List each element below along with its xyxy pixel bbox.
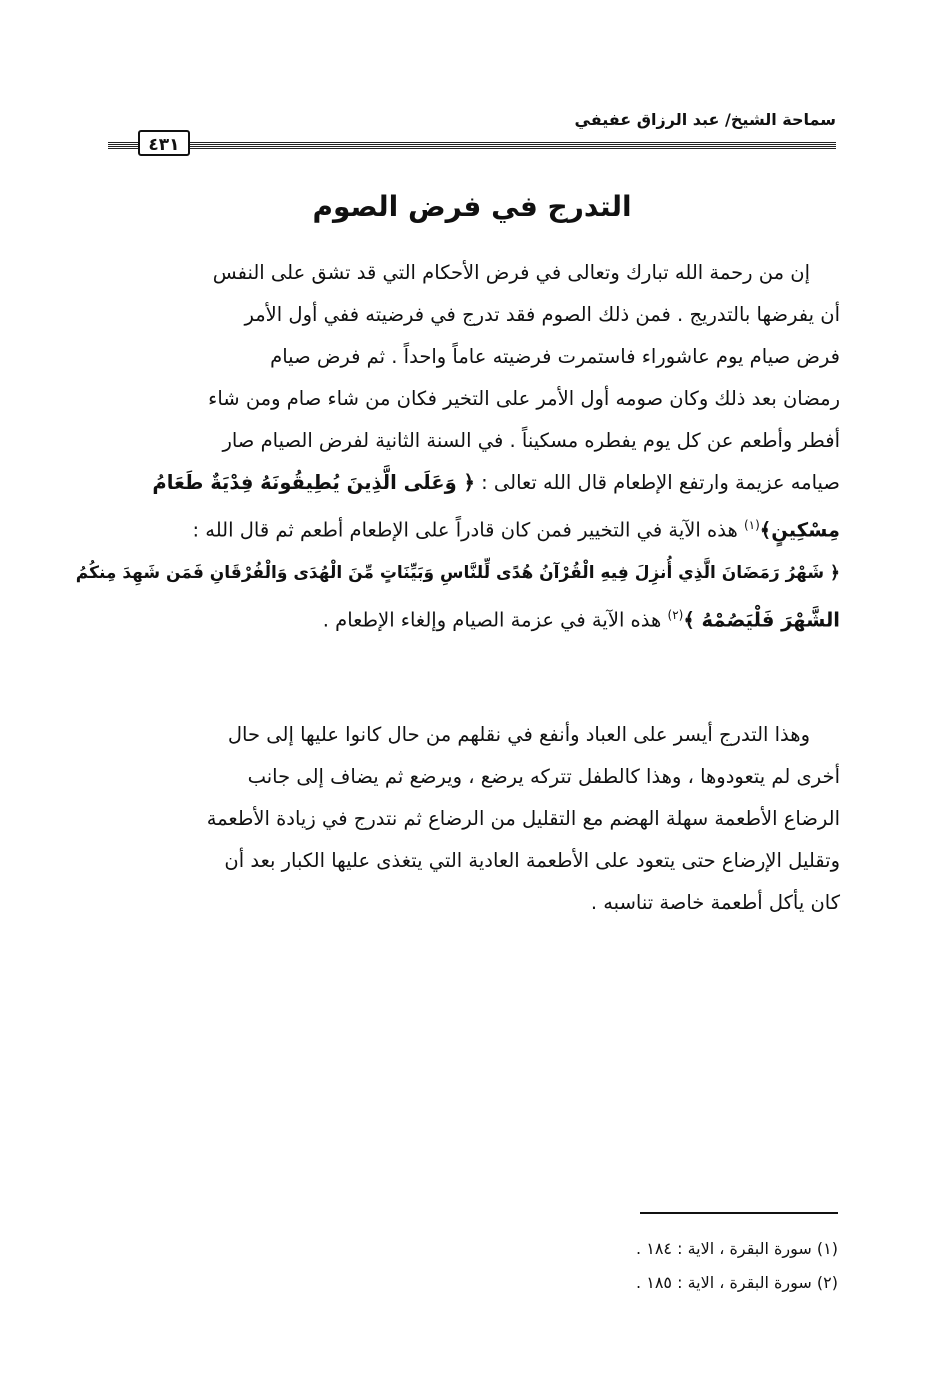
chapter-title: التدرج في فرض الصوم <box>312 190 632 223</box>
footnote-marker: (١) <box>743 518 760 532</box>
paragraph-line: إن من رحمة الله تبارك وتعالى في فرض الأحكام التي قد تشق على النفس <box>212 261 810 284</box>
paragraph-line: رمضان بعد ذلك وكان صومه أول الأمر على التخير فكان من شاء صام ومن شاء <box>208 387 840 410</box>
paragraph-text: هذه الآية في التخيير فمن كان قادراً على الإطعام أطعم ثم قال الله : <box>192 518 738 542</box>
footnote-divider <box>640 1212 838 1214</box>
paragraph-line <box>108 594 840 642</box>
page-number: ٤٣١ <box>138 130 190 156</box>
quran-verse: مِسْكِينٍ﴾ <box>759 518 840 542</box>
paragraph-line: وهذا التدرج أيسر على العباد وأنفع في نقلهم من حال كانوا عليها إلى حال <box>227 723 810 746</box>
paragraph-line: أخرى لم يتعودوها ، وهذا كالطفل تتركه يرضع ، ويرضع ثم يضاف إلى جانب <box>247 765 840 788</box>
paragraph-line: أن يفرضها بالتدريج . فمن ذلك الصوم فقد تدرج في فرضيته ففي أول الأمر <box>244 303 840 326</box>
quran-verse-line: ﴿ شَهْرُ رَمَضَانَ الَّذِي أُنزِلَ فِيهِ الْقُرْآنُ هُدًى لِّلنَّاسِ وَبَيِّنَاتٍ مِّنَ الْهُدَى وَالْفُرْقَانِ فَمَن شَهِدَ مِنكُمُ <box>75 562 840 583</box>
footnote-2: (٢) سورة البقرة ، الاية : ١٨٥ . <box>636 1273 838 1292</box>
footnote-marker: (٢) <box>667 607 684 622</box>
paragraph-line <box>108 504 840 552</box>
paragraph-line: الرضاع الأطعمة سهلة الهضم مع التقليل من الرضاع ثم نتدرج في زيادة الأطعمة <box>206 807 840 830</box>
page-header <box>108 108 836 160</box>
paragraph-2 <box>108 714 840 924</box>
header-rule-left <box>108 142 138 149</box>
paragraph-line: وتقليل الإرضاع حتى يتعود على الأطعمة العادية التي يتغذى عليها الكبار بعد أن <box>224 849 840 872</box>
quran-verse: الشَّهْرَ فَلْيَصُمْهُ ﴾ <box>683 608 840 631</box>
paragraph-text: صيامه عزيمة وارتفع الإطعام قال الله تعالى : <box>481 471 840 494</box>
paragraph-line: فرض صيام يوم عاشوراء فاستمرت فرضيته عاماً واحداً . ثم فرض صيام <box>270 345 840 368</box>
footnotes <box>420 1232 838 1300</box>
header-rule <box>190 142 836 149</box>
running-header-title: سماحة الشيخ/ عبد الرزاق عفيفي <box>574 110 836 129</box>
paragraph-line <box>108 462 840 504</box>
quran-verse: ﴿ وَعَلَى الَّذِينَ يُطِيقُونَهُ فِدْيَةٌ طَعَامُ <box>152 471 475 494</box>
paragraph-line: أفطر وأطعم عن كل يوم يفطره مسكيناً . في السنة الثانية لفرض الصيام صار <box>222 429 840 452</box>
paragraph-1 <box>75 252 840 641</box>
paragraph-line: كان يأكل أطعمة خاصة تناسبه . <box>590 891 840 914</box>
footnote-1: (١) سورة البقرة ، الاية : ١٨٤ . <box>636 1239 838 1258</box>
paragraph-text: هذه الآية في عزمة الصيام وإلغاء الإطعام . <box>322 608 662 631</box>
